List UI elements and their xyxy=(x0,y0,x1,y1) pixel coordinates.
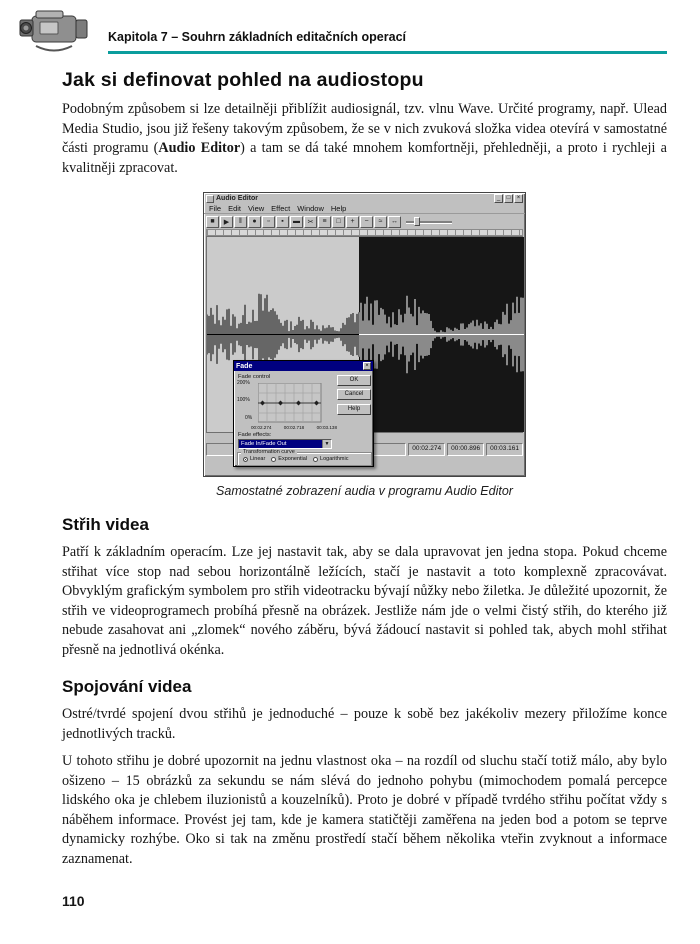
radio-icon xyxy=(271,457,276,462)
fade-effects-label: Fade effects: xyxy=(238,432,272,438)
radio-icon xyxy=(243,457,248,462)
menu-item-file: File xyxy=(209,204,222,213)
status-times xyxy=(408,443,523,456)
save-icon: ▬ xyxy=(290,216,303,228)
window-titlebar xyxy=(204,193,525,204)
fade-control-label: Fade control xyxy=(238,374,271,380)
copy-icon: ≡ xyxy=(318,216,331,228)
grid-x-labels xyxy=(251,425,337,430)
bold-term: Audio Editor xyxy=(158,140,241,156)
radio-icon xyxy=(313,457,318,462)
menu-bar xyxy=(204,204,525,214)
page-title: Jak si definovat pohled na audiostopu xyxy=(62,69,424,91)
cut-icon: ✂ xyxy=(304,216,317,228)
fade-effects-dropdown xyxy=(238,439,332,449)
stop-icon: ■ xyxy=(206,216,219,228)
slider-thumb xyxy=(414,217,420,226)
page-number: 110 xyxy=(62,893,85,909)
record-icon: ● xyxy=(248,216,261,228)
menu-item-view: View xyxy=(248,204,265,213)
select-icon: ↔ xyxy=(388,216,401,228)
paragraph-text: ) a tam se dá také mnohem komfortněji, přehledněji, a proto i rychleji a kvalitněji zpracovat. xyxy=(62,140,667,176)
open-file-icon: ▪ xyxy=(276,216,289,228)
new-file-icon: ▫ xyxy=(262,216,275,228)
status-time: 00:00.896 xyxy=(447,443,484,456)
y-axis-label: 100% xyxy=(237,397,250,403)
dialog-titlebar xyxy=(234,361,373,371)
close-icon: × xyxy=(514,194,523,203)
window-controls xyxy=(494,194,523,203)
header-rule xyxy=(108,51,667,54)
system-menu-icon xyxy=(206,195,214,203)
paragraph-intro xyxy=(62,100,667,178)
play-icon: ▶ xyxy=(220,216,233,228)
transformation-curve-group xyxy=(237,449,372,466)
paste-icon: □ xyxy=(332,216,345,228)
x-axis-label: 00:03.138 xyxy=(316,425,337,430)
y-axis-label: 200% xyxy=(237,380,250,386)
menu-item-effect: Effect xyxy=(271,204,291,213)
toolbar xyxy=(204,214,525,229)
paragraph-spojovani-2: U tohoto střihu je dobré upozornit na jednu vlastnost oka – na rozdíl od sluchu stačí totiž málo, aby bylo ošizeno – 15 obrázků za sekundu se nám slévá do jednoho pohybu (mimochodem pomalá percepce lidského oka je chlebem iluzionistů a kouzelníků). Proto je dobré v případě tvrdého střihu počítat vždy s náběhem informace. Provést jej tam, kde je kamera statičtěji zaměřena na jeden bod a potom se teprve dynamicky rozhýbe. Oko si tak na změnu prostředí stačí během několika vteřin zvyknout a informace zaznamenat. xyxy=(62,753,667,867)
chapter-header xyxy=(108,0,667,54)
section-title-strih-videa: Střih videa xyxy=(62,515,149,534)
menu-item-window: Window xyxy=(297,204,324,213)
status-time: 00:02.274 xyxy=(408,443,445,456)
maximize-icon: □ xyxy=(504,194,513,203)
radio-label: Logarithmic xyxy=(320,456,349,462)
dialog-title: Fade xyxy=(236,362,253,370)
radio-option-exponential xyxy=(271,456,307,462)
x-axis-label: 00:02.718 xyxy=(283,425,305,430)
figure xyxy=(62,192,667,498)
zoom-in-icon: + xyxy=(346,216,359,228)
menu-item-edit: Edit xyxy=(228,204,242,213)
fade-icon: ≈ xyxy=(374,216,387,228)
radio-label: Exponential xyxy=(278,456,308,462)
zoom-out-icon: − xyxy=(360,216,373,228)
ok-button: OK xyxy=(337,375,371,386)
cancel-button: Cancel xyxy=(337,389,371,400)
section-title-spojovani-videa: Spojování videa xyxy=(62,677,192,696)
camcorder-icon xyxy=(16,6,94,60)
fade-effects-value: Fade In/Fade Out xyxy=(239,440,322,448)
fade-curve-grid xyxy=(258,383,322,423)
paragraph-text: Podobným způsobem si lze detailněji přiblížit audiosignál, tzv. vlnu Wave. Určité programy, např. Ulead Media Studio, jsou již řešeny takovým způsobem, že se v nich zvuková složka videa otevírá v samostatné části programu ( xyxy=(62,101,667,156)
timeline-ruler xyxy=(206,229,523,236)
radio-label: Linear xyxy=(250,456,266,462)
figure-caption: Samostatné zobrazení audia v programu Audio Editor xyxy=(216,484,513,498)
dialog-close-icon: × xyxy=(363,362,371,370)
audio-editor-screenshot xyxy=(203,192,526,477)
zoom-slider xyxy=(406,217,452,226)
chapter-title: Kapitola 7 – Souhrn základních editačních operací xyxy=(108,30,406,44)
pause-icon: ‖ xyxy=(234,216,247,228)
fade-dialog xyxy=(233,360,374,467)
y-axis-label: 0% xyxy=(245,415,253,421)
radio-option-logarithmic xyxy=(313,456,348,462)
window-title: Audio Editor xyxy=(216,195,258,202)
minimize-icon: _ xyxy=(494,194,503,203)
chevron-down-icon: ▼ xyxy=(322,440,331,448)
menu-item-help: Help xyxy=(330,204,347,213)
toolbar-buttons xyxy=(206,216,401,228)
status-time: 00:03.161 xyxy=(486,443,523,456)
x-axis-label: 00:02.274 xyxy=(251,425,272,430)
help-button: Help xyxy=(337,404,371,415)
paragraph-strih: Patří k základním operacím. Lze jej nastavit tak, aby se dala upravovat jen jedna stopa. Pokud chceme střihat více stop nad sebou horizontálně ležících, stačí je nastavit a toto komplexně zpracovávat. Obvyklým grafickým symbolem pro střih videotracku bývají nůžky nebo žiletka. Je důležité upozornit, že střih ve videoprogramech probíhá přesně na obrázek. Jestliže nám jde o velmi čistý střih, do kterého již nebude zasahovat ani „zlomek“ nového záběru, bývá žádoucí nastavit si pohled tak, abych mohl střihat přesně na jednotlivá okénka. xyxy=(62,544,667,658)
transformation-curve-label: Transformation curve xyxy=(243,449,295,455)
radio-option-linear xyxy=(243,456,265,462)
paragraph-spojovani-1: Ostré/tvrdé spojení dvou střihů je jednoduché – pouze k sobě bez jakékoliv mezery přiložíme konce jednotlivých tracků. xyxy=(62,706,667,742)
